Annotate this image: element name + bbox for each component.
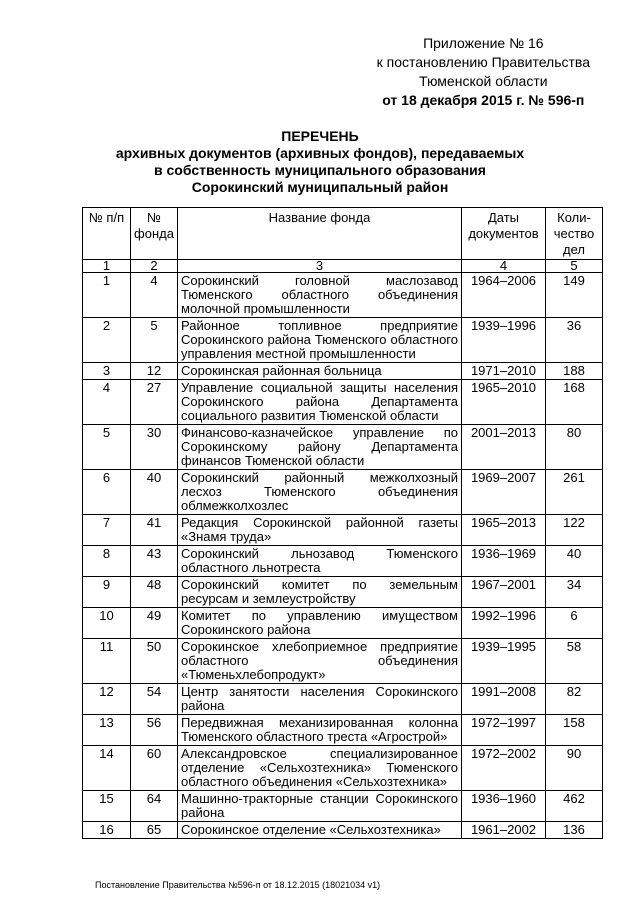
document-dates: 1939–1995 <box>462 639 546 684</box>
row-number: 8 <box>83 546 131 577</box>
fund-number: 12 <box>131 363 178 380</box>
document-dates: 1936–1969 <box>462 546 546 577</box>
row-number: 4 <box>83 380 131 425</box>
fund-number: 27 <box>131 380 178 425</box>
row-number: 1 <box>83 273 131 318</box>
file-count: 34 <box>546 577 603 608</box>
fund-number: 5 <box>131 318 178 363</box>
row-number: 16 <box>83 822 131 839</box>
header-num: № п/п <box>83 208 131 260</box>
file-count: 6 <box>546 608 603 639</box>
row-number: 15 <box>83 791 131 822</box>
fund-number: 48 <box>131 577 178 608</box>
file-count: 122 <box>546 515 603 546</box>
column-number: 4 <box>462 260 546 273</box>
fund-name: Сорокинское отделение «Сельхозтехника» <box>178 822 462 839</box>
table-row <box>83 318 603 363</box>
table-row <box>83 577 603 608</box>
document-dates: 2001–2013 <box>462 425 546 470</box>
table-row <box>83 822 603 839</box>
document-dates: 1939–1996 <box>462 318 546 363</box>
table-row <box>83 608 603 639</box>
document-dates: 1965–2013 <box>462 515 546 546</box>
file-count: 36 <box>546 318 603 363</box>
file-count: 188 <box>546 363 603 380</box>
file-count: 462 <box>546 791 603 822</box>
fund-number: 56 <box>131 715 178 746</box>
table-row <box>83 470 603 515</box>
header-name: Название фонда <box>178 208 462 260</box>
table-row <box>83 425 603 470</box>
document-dates: 1992–1996 <box>462 608 546 639</box>
fund-number: 40 <box>131 470 178 515</box>
header-fund: № фонда <box>131 208 178 260</box>
file-count: 168 <box>546 380 603 425</box>
fund-name: Сорокинский льнозавод Тюменского областного льнотреста <box>178 546 462 577</box>
table-row <box>83 746 603 791</box>
document-dates: 1972–1997 <box>462 715 546 746</box>
row-number: 6 <box>83 470 131 515</box>
table-row <box>83 684 603 715</box>
appendix-date: от 18 декабря 2015 г. № 596-п <box>382 92 585 108</box>
title-subtitle-1: архивных документов (архивных фондов), передаваемых <box>115 145 525 161</box>
row-number: 5 <box>83 425 131 470</box>
fund-name: Центр занятости населения Сорокинского района <box>178 684 462 715</box>
document-dates: 1961–2002 <box>462 822 546 839</box>
appendix-reference: к постановлению Правительства <box>376 54 590 70</box>
document-dates: 1936–1960 <box>462 791 546 822</box>
fund-name: Сорокинский головной маслозавод Тюменского областного объединения молочной промышленности <box>178 273 462 318</box>
appendix-block <box>377 34 590 110</box>
row-number: 13 <box>83 715 131 746</box>
fund-name: Районное топливное предприятие Сорокинского района Тюменского областного управления местной промышленности <box>178 318 462 363</box>
column-number-row <box>83 260 603 273</box>
table-row <box>83 715 603 746</box>
column-number: 1 <box>83 260 131 273</box>
column-number: 5 <box>546 260 603 273</box>
document-dates: 1971–2010 <box>462 363 546 380</box>
fund-name: Сорокинский районный межколхозный лесхоз Тюменского объединения облмежколхозлес <box>178 470 462 515</box>
fund-name: Комитет по управлению имуществом Сорокинского района <box>178 608 462 639</box>
title-heading: ПЕРЕЧЕНЬ <box>281 128 359 144</box>
title-subtitle-3: Сорокинский муниципальный район <box>191 179 449 195</box>
file-count: 40 <box>546 546 603 577</box>
document-dates: 1969–2007 <box>462 470 546 515</box>
file-count: 158 <box>546 715 603 746</box>
row-number: 10 <box>83 608 131 639</box>
fund-name: Сорокинское хлебоприемное предприятие областного объединения «Тюменьхлебопродукт» <box>178 639 462 684</box>
footer-note: Постановление Правительства №596-п от 18.12.2015 (18021034 v1) <box>95 880 381 890</box>
document-dates: 1967–2001 <box>462 577 546 608</box>
fund-name: Редакция Сорокинской районной газеты «Знамя труда» <box>178 515 462 546</box>
fund-name: Финансово-казначейское управление по Сорокинскому району Департамента финансов Тюменской области <box>178 425 462 470</box>
file-count: 58 <box>546 639 603 684</box>
row-number: 9 <box>83 577 131 608</box>
column-number: 2 <box>131 260 178 273</box>
header-dates: Даты документов <box>462 208 546 260</box>
fund-number: 49 <box>131 608 178 639</box>
fund-number: 4 <box>131 273 178 318</box>
header-row <box>83 208 603 260</box>
fund-name: Передвижная механизированная колонна Тюменского областного треста «Агрострой» <box>178 715 462 746</box>
fund-name: Машинно-тракторные станции Сорокинского района <box>178 791 462 822</box>
file-count: 136 <box>546 822 603 839</box>
row-number: 3 <box>83 363 131 380</box>
file-count: 90 <box>546 746 603 791</box>
appendix-region: Тюменской области <box>419 73 548 89</box>
fund-number: 65 <box>131 822 178 839</box>
fund-number: 43 <box>131 546 178 577</box>
title-subtitle-2: в собственность муниципального образования <box>154 162 486 178</box>
fund-name: Александровское специализированное отделение «Сельхозтехника» Тюменского областного объединения «Сельхозтехника» <box>178 746 462 791</box>
file-count: 261 <box>546 470 603 515</box>
table-row <box>83 515 603 546</box>
table-row <box>83 363 603 380</box>
document-dates: 1991–2008 <box>462 684 546 715</box>
fund-number: 41 <box>131 515 178 546</box>
document-dates: 1972–2002 <box>462 746 546 791</box>
table-row <box>83 546 603 577</box>
column-number: 3 <box>178 260 462 273</box>
document-dates: 1965–2010 <box>462 380 546 425</box>
fund-table <box>82 207 603 839</box>
fund-name: Сорокинская районная больница <box>178 363 462 380</box>
fund-name: Управление социальной защиты населения Сорокинского района Департамента социального развития Тюменской области <box>178 380 462 425</box>
table-row <box>83 273 603 318</box>
fund-number: 54 <box>131 684 178 715</box>
document-dates: 1964–2006 <box>462 273 546 318</box>
file-count: 82 <box>546 684 603 715</box>
table-row <box>83 380 603 425</box>
fund-number: 30 <box>131 425 178 470</box>
row-number: 12 <box>83 684 131 715</box>
row-number: 2 <box>83 318 131 363</box>
file-count: 80 <box>546 425 603 470</box>
file-count: 149 <box>546 273 603 318</box>
row-number: 11 <box>83 639 131 684</box>
table-row <box>83 791 603 822</box>
row-number: 7 <box>83 515 131 546</box>
document-title <box>60 128 580 196</box>
fund-number: 50 <box>131 639 178 684</box>
fund-number: 64 <box>131 791 178 822</box>
fund-number: 60 <box>131 746 178 791</box>
appendix-number: Приложение № 16 <box>423 35 544 51</box>
header-qty: Коли-чество дел <box>546 208 603 260</box>
table-row <box>83 639 603 684</box>
fund-name: Сорокинский комитет по земельным ресурсам и землеустройству <box>178 577 462 608</box>
row-number: 14 <box>83 746 131 791</box>
